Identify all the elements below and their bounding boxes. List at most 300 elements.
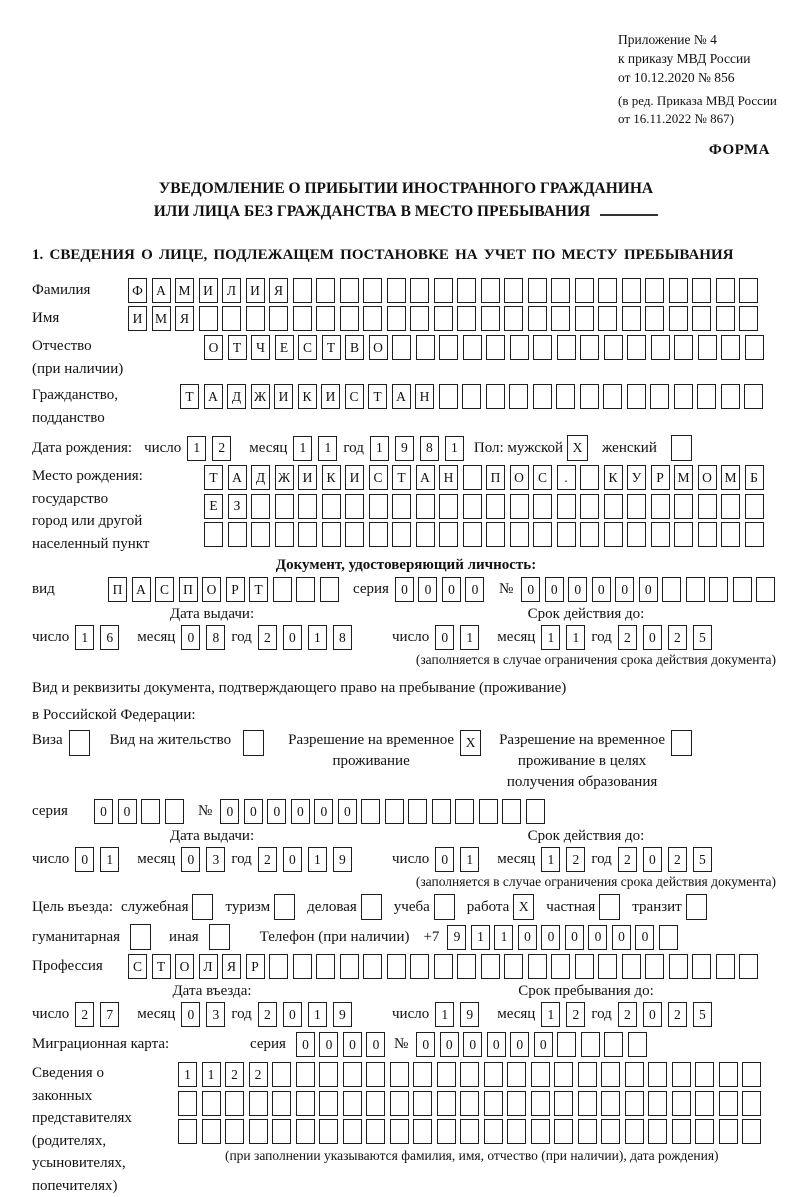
char-box[interactable]: 1 (178, 1062, 197, 1087)
char-box[interactable] (578, 1091, 597, 1116)
char-box[interactable] (434, 278, 453, 303)
char-box[interactable]: 2 (258, 1002, 277, 1027)
char-box[interactable] (651, 335, 670, 360)
char-box[interactable]: М (152, 306, 171, 331)
char-box[interactable] (293, 278, 312, 303)
char-box[interactable]: 1 (100, 847, 119, 872)
char-box[interactable]: Т (392, 465, 411, 490)
char-box[interactable] (507, 1062, 526, 1087)
char-box[interactable]: 0 (181, 625, 200, 650)
char-box[interactable] (627, 384, 646, 409)
char-box[interactable] (551, 306, 570, 331)
char-box[interactable]: 0 (588, 925, 607, 950)
char-box[interactable] (756, 577, 775, 602)
char-box[interactable]: 9 (460, 1002, 479, 1027)
purpose-humanitarian-checkbox[interactable] (130, 924, 151, 950)
char-box[interactable]: П (486, 465, 505, 490)
char-box[interactable]: П (108, 577, 127, 602)
char-box[interactable]: 0 (319, 1032, 338, 1057)
char-box[interactable]: 2 (258, 625, 277, 650)
char-box[interactable]: Д (251, 465, 270, 490)
char-box[interactable]: Т (152, 954, 171, 979)
char-box[interactable] (604, 1032, 623, 1057)
char-box[interactable]: И (298, 465, 317, 490)
char-box[interactable]: 0 (635, 925, 654, 950)
char-box[interactable]: 1 (435, 1002, 454, 1027)
char-box[interactable] (528, 278, 547, 303)
char-box[interactable] (345, 494, 364, 519)
char-box[interactable] (716, 278, 735, 303)
char-box[interactable] (578, 1119, 597, 1144)
char-box[interactable] (463, 522, 482, 547)
char-box[interactable] (575, 954, 594, 979)
char-box[interactable] (672, 1062, 691, 1087)
char-box[interactable]: 0 (267, 799, 286, 824)
char-box[interactable] (385, 799, 404, 824)
char-box[interactable] (622, 306, 641, 331)
char-box[interactable]: 1 (308, 1002, 327, 1027)
char-box[interactable]: 0 (518, 925, 537, 950)
char-box[interactable] (651, 494, 670, 519)
char-box[interactable]: 0 (643, 1002, 662, 1027)
char-box[interactable] (437, 1091, 456, 1116)
char-box[interactable]: Т (228, 335, 247, 360)
char-box[interactable]: 1 (541, 625, 560, 650)
char-box[interactable]: О (175, 954, 194, 979)
char-box[interactable]: Ф (128, 278, 147, 303)
char-box[interactable] (296, 577, 315, 602)
char-box[interactable]: 5 (693, 847, 712, 872)
char-box[interactable] (410, 278, 429, 303)
char-box[interactable] (627, 335, 646, 360)
char-box[interactable] (716, 306, 735, 331)
char-box[interactable] (457, 954, 476, 979)
char-box[interactable] (695, 1062, 714, 1087)
char-box[interactable] (580, 465, 599, 490)
char-box[interactable] (507, 1091, 526, 1116)
char-box[interactable]: Д (227, 384, 246, 409)
char-box[interactable] (316, 278, 335, 303)
char-box[interactable]: К (322, 465, 341, 490)
char-box[interactable] (674, 522, 693, 547)
purpose-private-checkbox[interactable] (599, 894, 620, 920)
char-box[interactable] (387, 306, 406, 331)
char-box[interactable]: 0 (283, 1002, 302, 1027)
char-box[interactable]: 0 (220, 799, 239, 824)
char-box[interactable] (509, 384, 528, 409)
char-box[interactable] (672, 1119, 691, 1144)
char-box[interactable]: 2 (75, 1002, 94, 1027)
char-box[interactable]: 1 (75, 625, 94, 650)
char-box[interactable]: 3 (206, 847, 225, 872)
char-box[interactable] (742, 1091, 761, 1116)
char-box[interactable]: 1 (308, 847, 327, 872)
char-box[interactable]: 0 (463, 1032, 482, 1057)
char-box[interactable] (578, 1062, 597, 1087)
char-box[interactable] (692, 306, 711, 331)
char-box[interactable] (486, 494, 505, 519)
char-box[interactable] (410, 306, 429, 331)
char-box[interactable] (598, 278, 617, 303)
visa-checkbox[interactable] (69, 730, 90, 756)
char-box[interactable] (598, 954, 617, 979)
char-box[interactable] (437, 1062, 456, 1087)
char-box[interactable]: М (674, 465, 693, 490)
char-box[interactable]: 9 (447, 925, 466, 950)
char-box[interactable] (745, 494, 764, 519)
char-box[interactable]: 2 (212, 436, 231, 461)
char-box[interactable] (528, 306, 547, 331)
char-box[interactable]: 0 (395, 577, 414, 602)
char-box[interactable] (251, 522, 270, 547)
char-box[interactable] (625, 1062, 644, 1087)
char-box[interactable] (316, 954, 335, 979)
char-box[interactable] (479, 799, 498, 824)
char-box[interactable]: О (204, 335, 223, 360)
char-box[interactable] (481, 306, 500, 331)
char-box[interactable]: И (274, 384, 293, 409)
char-box[interactable]: 2 (566, 1002, 585, 1027)
char-box[interactable]: 0 (343, 1032, 362, 1057)
char-box[interactable] (695, 1091, 714, 1116)
char-box[interactable] (457, 278, 476, 303)
char-box[interactable]: С (369, 465, 388, 490)
char-box[interactable]: 0 (181, 1002, 200, 1027)
char-box[interactable]: 2 (566, 847, 585, 872)
char-box[interactable]: 0 (435, 625, 454, 650)
char-box[interactable] (272, 1062, 291, 1087)
char-box[interactable]: 1 (460, 847, 479, 872)
char-box[interactable] (340, 278, 359, 303)
char-box[interactable]: 0 (541, 925, 560, 950)
char-box[interactable] (293, 954, 312, 979)
char-box[interactable] (322, 494, 341, 519)
char-box[interactable] (322, 522, 341, 547)
char-box[interactable]: И (246, 278, 265, 303)
char-box[interactable] (273, 577, 292, 602)
temp-residence-edu-checkbox[interactable] (671, 730, 692, 756)
char-box[interactable] (392, 335, 411, 360)
char-box[interactable]: 0 (416, 1032, 435, 1057)
char-box[interactable] (387, 278, 406, 303)
char-box[interactable] (269, 306, 288, 331)
temp-residence-checkbox[interactable]: X (460, 730, 481, 756)
char-box[interactable]: 0 (418, 577, 437, 602)
char-box[interactable]: А (392, 384, 411, 409)
char-box[interactable] (486, 522, 505, 547)
gender-female-checkbox[interactable] (671, 435, 692, 461)
char-box[interactable]: У (627, 465, 646, 490)
char-box[interactable] (413, 1119, 432, 1144)
char-box[interactable] (502, 799, 521, 824)
char-box[interactable]: 2 (668, 1002, 687, 1027)
char-box[interactable] (716, 954, 735, 979)
char-box[interactable] (628, 1032, 647, 1057)
char-box[interactable]: 0 (338, 799, 357, 824)
char-box[interactable] (298, 522, 317, 547)
char-box[interactable]: 1 (494, 925, 513, 950)
char-box[interactable]: 1 (308, 625, 327, 650)
char-box[interactable] (504, 278, 523, 303)
char-box[interactable] (531, 1091, 550, 1116)
char-box[interactable]: 0 (283, 847, 302, 872)
char-box[interactable] (533, 494, 552, 519)
char-box[interactable] (410, 954, 429, 979)
char-box[interactable]: Ж (275, 465, 294, 490)
char-box[interactable] (484, 1062, 503, 1087)
char-box[interactable] (510, 522, 529, 547)
char-box[interactable]: А (204, 384, 223, 409)
char-box[interactable] (316, 306, 335, 331)
char-box[interactable] (228, 522, 247, 547)
char-box[interactable] (202, 1119, 221, 1144)
char-box[interactable] (340, 306, 359, 331)
char-box[interactable] (416, 335, 435, 360)
char-box[interactable] (463, 494, 482, 519)
char-box[interactable]: Я (269, 278, 288, 303)
char-box[interactable] (202, 1091, 221, 1116)
char-box[interactable]: Л (222, 278, 241, 303)
char-box[interactable]: А (228, 465, 247, 490)
char-box[interactable] (366, 1062, 385, 1087)
char-box[interactable] (199, 306, 218, 331)
char-box[interactable] (504, 954, 523, 979)
char-box[interactable]: 1 (445, 436, 464, 461)
char-box[interactable]: 0 (592, 577, 611, 602)
char-box[interactable]: 1 (541, 1002, 560, 1027)
residence-permit-checkbox[interactable] (243, 730, 264, 756)
char-box[interactable] (531, 1119, 550, 1144)
char-box[interactable]: Т (180, 384, 199, 409)
char-box[interactable] (481, 278, 500, 303)
char-box[interactable] (319, 1062, 338, 1087)
char-box[interactable]: 0 (314, 799, 333, 824)
char-box[interactable] (363, 954, 382, 979)
char-box[interactable] (413, 1062, 432, 1087)
char-box[interactable] (439, 384, 458, 409)
char-box[interactable]: 1 (471, 925, 490, 950)
char-box[interactable] (739, 278, 758, 303)
char-box[interactable] (363, 306, 382, 331)
char-box[interactable]: Р (226, 577, 245, 602)
char-box[interactable]: Т (249, 577, 268, 602)
char-box[interactable] (484, 1119, 503, 1144)
char-box[interactable]: 0 (487, 1032, 506, 1057)
char-box[interactable] (463, 335, 482, 360)
char-box[interactable]: Т (204, 465, 223, 490)
char-box[interactable]: 0 (465, 577, 484, 602)
char-box[interactable] (601, 1091, 620, 1116)
char-box[interactable] (392, 522, 411, 547)
char-box[interactable] (645, 306, 664, 331)
char-box[interactable]: 0 (75, 847, 94, 872)
char-box[interactable] (556, 384, 575, 409)
char-box[interactable] (460, 1091, 479, 1116)
char-box[interactable] (408, 799, 427, 824)
char-box[interactable]: 2 (225, 1062, 244, 1087)
char-box[interactable] (486, 335, 505, 360)
char-box[interactable] (460, 1119, 479, 1144)
char-box[interactable]: 1 (187, 436, 206, 461)
char-box[interactable]: 8 (333, 625, 352, 650)
char-box[interactable] (390, 1119, 409, 1144)
char-box[interactable] (165, 799, 184, 824)
char-box[interactable] (366, 1119, 385, 1144)
char-box[interactable]: 0 (244, 799, 263, 824)
char-box[interactable] (721, 522, 740, 547)
char-box[interactable] (721, 335, 740, 360)
char-box[interactable]: 1 (541, 847, 560, 872)
char-box[interactable] (744, 384, 763, 409)
char-box[interactable]: 0 (568, 577, 587, 602)
char-box[interactable] (719, 1119, 738, 1144)
char-box[interactable] (222, 306, 241, 331)
char-box[interactable] (298, 494, 317, 519)
char-box[interactable]: 7 (100, 1002, 119, 1027)
char-box[interactable]: 0 (612, 925, 631, 950)
char-box[interactable] (551, 278, 570, 303)
char-box[interactable] (674, 494, 693, 519)
char-box[interactable] (434, 954, 453, 979)
char-box[interactable]: 1 (566, 625, 585, 650)
purpose-transit-checkbox[interactable] (686, 894, 707, 920)
char-box[interactable] (343, 1119, 362, 1144)
char-box[interactable] (721, 494, 740, 519)
char-box[interactable]: 1 (202, 1062, 221, 1087)
char-box[interactable]: А (132, 577, 151, 602)
char-box[interactable] (434, 306, 453, 331)
char-box[interactable] (692, 954, 711, 979)
char-box[interactable] (659, 925, 678, 950)
char-box[interactable] (387, 954, 406, 979)
char-box[interactable] (669, 954, 688, 979)
char-box[interactable]: 0 (639, 577, 658, 602)
char-box[interactable]: С (298, 335, 317, 360)
char-box[interactable] (719, 1062, 738, 1087)
char-box[interactable] (557, 335, 576, 360)
char-box[interactable]: 2 (618, 1002, 637, 1027)
char-box[interactable]: 0 (283, 625, 302, 650)
char-box[interactable]: 0 (521, 577, 540, 602)
char-box[interactable]: О (369, 335, 388, 360)
char-box[interactable] (739, 306, 758, 331)
char-box[interactable] (604, 494, 623, 519)
char-box[interactable] (369, 494, 388, 519)
char-box[interactable] (648, 1062, 667, 1087)
char-box[interactable] (695, 1119, 714, 1144)
char-box[interactable] (249, 1091, 268, 1116)
char-box[interactable] (272, 1091, 291, 1116)
char-box[interactable] (669, 278, 688, 303)
char-box[interactable] (463, 465, 482, 490)
char-box[interactable]: И (128, 306, 147, 331)
char-box[interactable]: 0 (510, 1032, 529, 1057)
char-box[interactable] (625, 1091, 644, 1116)
char-box[interactable]: Ч (251, 335, 270, 360)
char-box[interactable] (622, 954, 641, 979)
char-box[interactable] (275, 522, 294, 547)
char-box[interactable]: Я (222, 954, 241, 979)
char-box[interactable] (319, 1119, 338, 1144)
char-box[interactable] (345, 522, 364, 547)
char-box[interactable] (697, 384, 716, 409)
char-box[interactable]: К (604, 465, 623, 490)
char-box[interactable]: 0 (435, 847, 454, 872)
char-box[interactable] (437, 1119, 456, 1144)
char-box[interactable] (366, 1091, 385, 1116)
char-box[interactable]: 1 (370, 436, 389, 461)
purpose-work-checkbox[interactable]: X (513, 894, 534, 920)
char-box[interactable] (343, 1091, 362, 1116)
char-box[interactable]: П (179, 577, 198, 602)
char-box[interactable]: 9 (395, 436, 414, 461)
char-box[interactable] (627, 494, 646, 519)
char-box[interactable] (674, 335, 693, 360)
char-box[interactable] (742, 1062, 761, 1087)
char-box[interactable] (601, 1062, 620, 1087)
char-box[interactable] (622, 278, 641, 303)
char-box[interactable]: Р (651, 465, 670, 490)
char-box[interactable] (204, 522, 223, 547)
char-box[interactable] (645, 954, 664, 979)
char-box[interactable]: 1 (293, 436, 312, 461)
char-box[interactable] (526, 799, 545, 824)
char-box[interactable] (319, 1091, 338, 1116)
char-box[interactable] (416, 494, 435, 519)
char-box[interactable]: 0 (442, 577, 461, 602)
char-box[interactable]: . (557, 465, 576, 490)
char-box[interactable]: И (199, 278, 218, 303)
char-box[interactable]: 5 (693, 625, 712, 650)
char-box[interactable] (225, 1091, 244, 1116)
char-box[interactable] (551, 954, 570, 979)
char-box[interactable]: 0 (534, 1032, 553, 1057)
char-box[interactable] (698, 494, 717, 519)
char-box[interactable] (674, 384, 693, 409)
char-box[interactable] (416, 522, 435, 547)
char-box[interactable]: А (416, 465, 435, 490)
char-box[interactable] (275, 494, 294, 519)
char-box[interactable] (554, 1062, 573, 1087)
char-box[interactable]: 0 (181, 847, 200, 872)
char-box[interactable] (390, 1062, 409, 1087)
char-box[interactable]: 9 (333, 847, 352, 872)
char-box[interactable] (363, 278, 382, 303)
char-box[interactable]: Р (246, 954, 265, 979)
char-box[interactable] (510, 335, 529, 360)
char-box[interactable] (554, 1091, 573, 1116)
char-box[interactable]: 0 (366, 1032, 385, 1057)
char-box[interactable] (580, 494, 599, 519)
char-box[interactable] (554, 1119, 573, 1144)
char-box[interactable]: О (510, 465, 529, 490)
char-box[interactable] (484, 1091, 503, 1116)
char-box[interactable] (698, 522, 717, 547)
char-box[interactable] (343, 1062, 362, 1087)
char-box[interactable]: С (533, 465, 552, 490)
char-box[interactable]: 0 (440, 1032, 459, 1057)
char-box[interactable]: 2 (618, 847, 637, 872)
char-box[interactable] (455, 799, 474, 824)
char-box[interactable] (486, 384, 505, 409)
char-box[interactable]: 2 (249, 1062, 268, 1087)
char-box[interactable]: Н (415, 384, 434, 409)
char-box[interactable] (178, 1091, 197, 1116)
char-box[interactable]: З (228, 494, 247, 519)
char-box[interactable] (533, 335, 552, 360)
char-box[interactable] (249, 1119, 268, 1144)
purpose-official-checkbox[interactable] (192, 894, 213, 920)
